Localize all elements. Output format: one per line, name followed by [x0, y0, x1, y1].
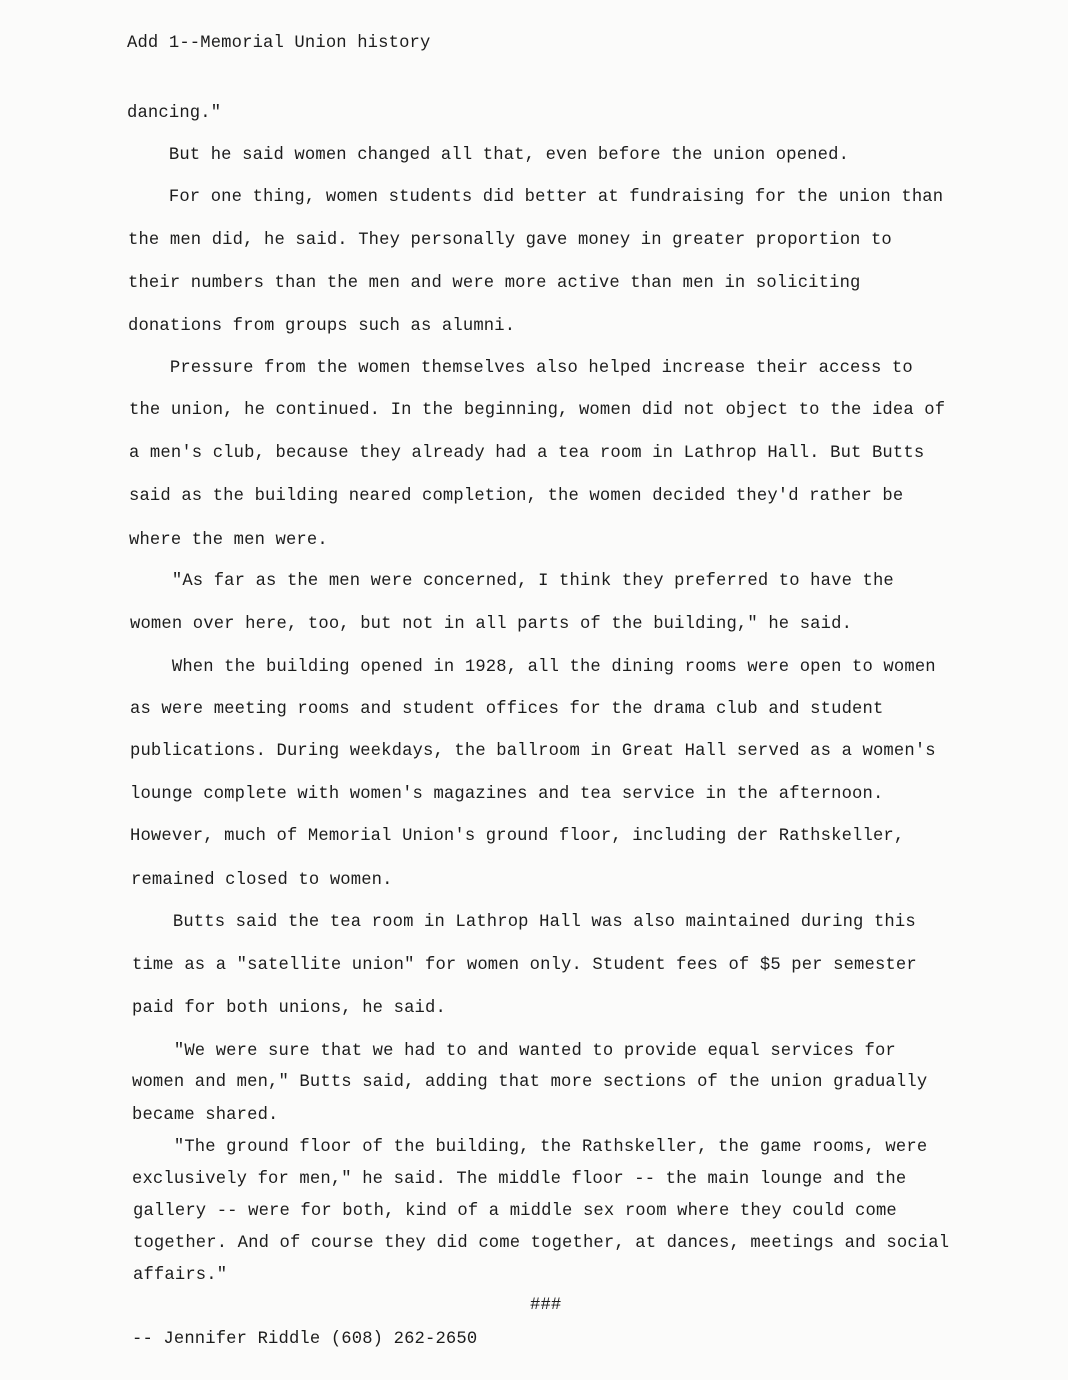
- text-line: women over here, too, but not in all parts of the building," he said.: [130, 615, 853, 634]
- signature-line: -- Jennifer Riddle (608) 262-2650: [132, 1330, 478, 1349]
- text-line: dancing.": [127, 104, 222, 123]
- text-line: the men did, he said. They personally gave money in greater proportion to: [128, 231, 892, 250]
- text-line: When the building opened in 1928, all the dining rooms were open to women: [130, 658, 936, 677]
- page-header: Add 1--Memorial Union history: [127, 34, 431, 53]
- text-line: But he said women changed all that, even before the union opened.: [127, 146, 850, 165]
- text-line: Butts said the tea room in Lathrop Hall was also maintained during this: [131, 913, 916, 932]
- text-line: "The ground floor of the building, the Rathskeller, the game rooms, were: [132, 1138, 928, 1157]
- text-line: However, much of Memorial Union's ground floor, including der Rathskeller,: [130, 827, 905, 846]
- text-line: together. And of course they did come together, at dances, meetings and social: [133, 1234, 950, 1253]
- text-line: became shared.: [132, 1106, 279, 1125]
- text-line: paid for both unions, he said.: [132, 999, 446, 1018]
- text-line: the union, he continued. In the beginning, women did not object to the idea of: [129, 401, 946, 420]
- text-line: "We were sure that we had to and wanted to provide equal services for: [132, 1042, 896, 1061]
- text-line: exclusively for men," he said. The middle floor -- the main lounge and the: [132, 1170, 907, 1189]
- text-line: affairs.": [133, 1266, 228, 1285]
- text-line: lounge complete with women's magazines and tea service in the afternoon.: [130, 785, 884, 804]
- text-line: donations from groups such as alumni.: [128, 317, 516, 336]
- text-line: remained closed to women.: [131, 871, 393, 890]
- text-line: Pressure from the women themselves also helped increase their access to: [128, 359, 913, 378]
- text-line: "As far as the men were concerned, I think they preferred to have the: [130, 572, 894, 591]
- end-mark: ###: [530, 1296, 562, 1315]
- text-line: publications. During weekdays, the ballroom in Great Hall served as a women's: [130, 742, 936, 761]
- text-line: women and men," Butts said, adding that more sections of the union gradually: [132, 1073, 928, 1092]
- text-line: their numbers than the men and were more active than men in soliciting: [128, 274, 861, 293]
- text-line: as were meeting rooms and student offices for the drama club and student: [130, 700, 884, 719]
- text-line: where the men were.: [129, 531, 328, 550]
- text-line: a men's club, because they already had a tea room in Lathrop Hall. But Butts: [129, 444, 925, 463]
- text-line: time as a "satellite union" for women only. Student fees of $5 per semester: [132, 956, 917, 975]
- text-line: gallery -- were for both, kind of a middle sex room where they could come: [133, 1202, 897, 1221]
- text-line: said as the building neared completion, the women decided they'd rather be: [129, 487, 904, 506]
- text-line: For one thing, women students did better at fundraising for the union than: [127, 188, 944, 207]
